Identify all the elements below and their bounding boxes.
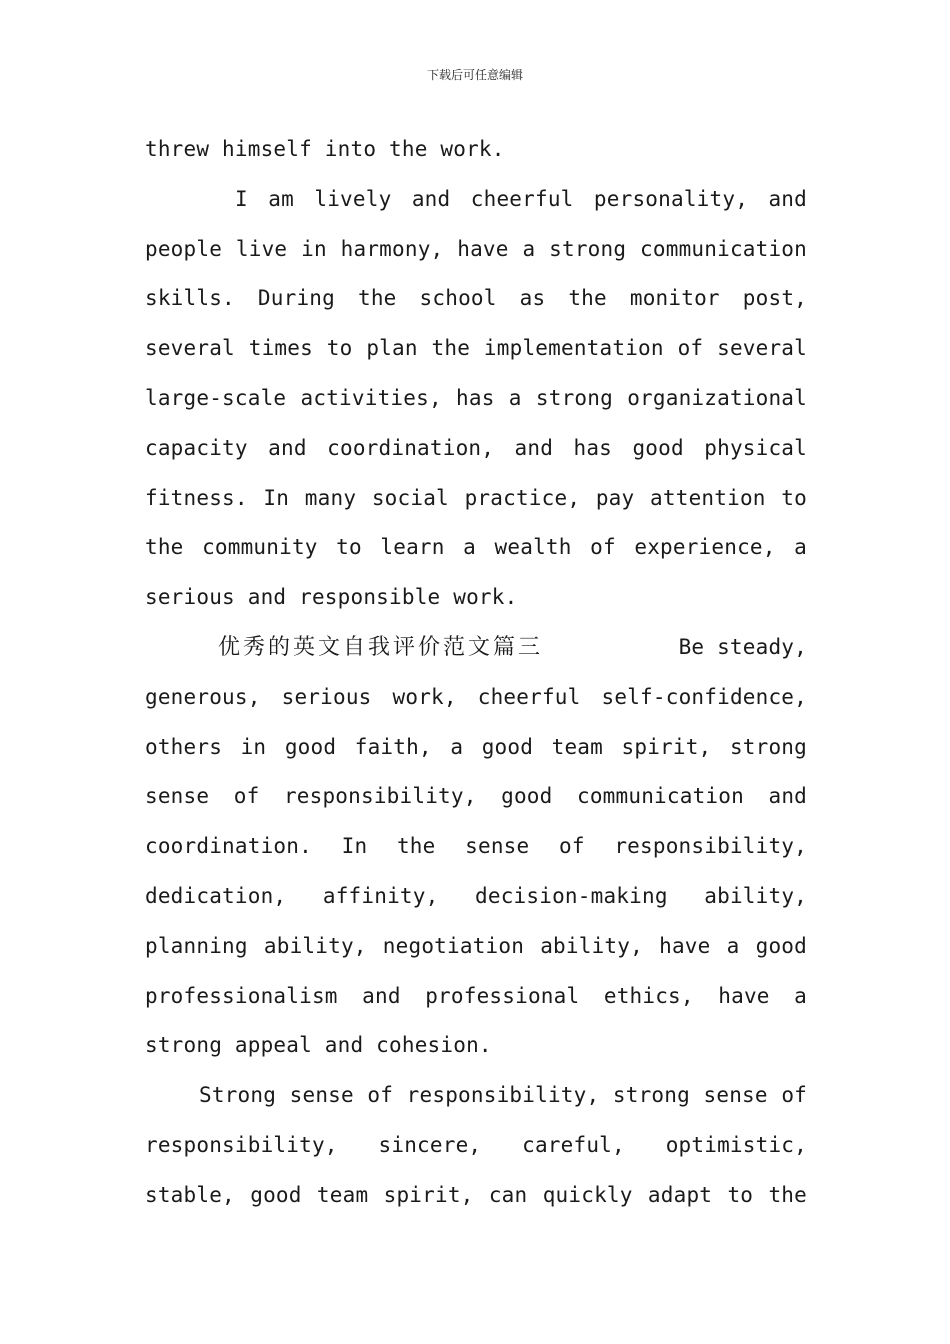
text-line: professionalism and professional ethics, have a [145, 983, 807, 1008]
text-line: dedication, affinity, decision-making ability, [145, 883, 807, 908]
text-line: large-scale activities, has a strong organizational [145, 385, 807, 410]
text-line: skills. During the school as the monitor post, [145, 286, 807, 311]
text-line: Strong sense of responsibility, strong sense of [199, 1083, 807, 1108]
section-heading: 优秀的英文自我评价范文篇三 [218, 634, 544, 660]
line-text: Be steady, [678, 634, 807, 659]
text-line: coordination. In the sense of responsibility, [145, 834, 807, 859]
text-line: threw himself into the work. [145, 137, 505, 161]
text-line: capacity and coordination, and has good physical [145, 435, 807, 460]
text-line: the community to learn a wealth of experience, a [145, 535, 807, 560]
text-line: responsibility, sincere, careful, optimistic, [145, 1132, 807, 1157]
text-line: others in good faith, a good team spirit, strong [145, 734, 807, 759]
text-line: serious and responsible work. [145, 585, 518, 610]
body-text [145, 125, 807, 1221]
text-line: stable, good team spirit, can quickly adapt to the [145, 1182, 807, 1207]
text-line: sense of responsibility, good communication and [145, 784, 807, 809]
section-heading-line [145, 623, 807, 673]
page-header: 下载后可任意编辑 [426, 68, 523, 82]
text-line: generous, serious work, cheerful self-confidence, [145, 684, 807, 709]
text-line: people live in harmony, have a strong communication [145, 236, 807, 261]
text-line: strong appeal and cohesion. [145, 1033, 492, 1058]
text-line: I am lively and cheerful personality, and [235, 186, 807, 211]
text-line: several times to plan the implementation of several [145, 336, 807, 361]
text-line: fitness. In many social practice, pay attention to [145, 485, 807, 510]
text-line: planning ability, negotiation ability, have a good [145, 933, 807, 958]
